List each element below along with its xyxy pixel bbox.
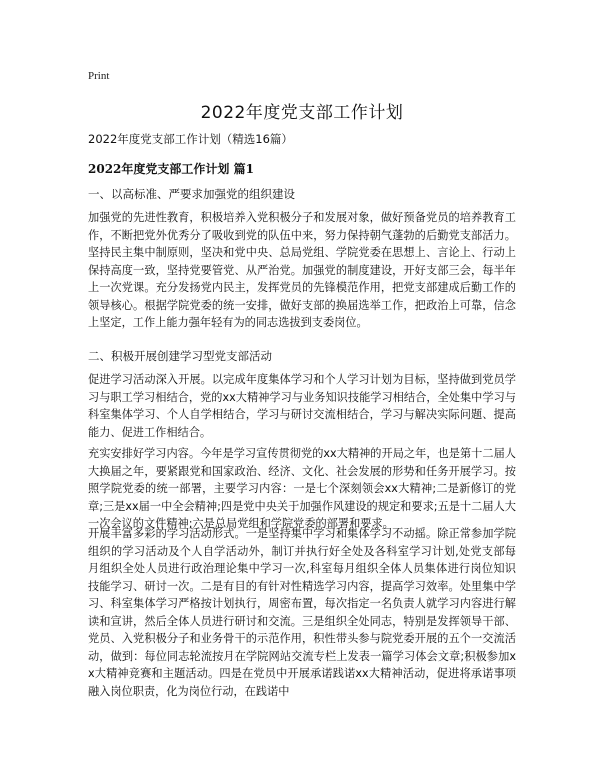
paragraph-learning-content: 充实安排好学习内容。今年是学习宣传贯彻党的xx大精神的开局之年，也是第十二届人大换届之年，要紧跟党和国家政治、经济、文化、社会发展的形势和任务开展学习。按照学院党委的统一部署，主要学习内容：一是七个深刻领会xx大精神;二是新修订的党章;三是xx届一中全会精神;四是党中央关于加强作风建设的规定和要求;五是十二届人大一次会议的文件精神;六是总局党组和学院党委的部署和要求。 [88, 447, 516, 530]
heading-learning: 二、积极开展创建学习型党支部活动 [88, 349, 272, 363]
print-link[interactable]: Print [88, 70, 110, 82]
paragraph-learning-activities: 开展丰富多彩的学习活动形式。一是坚持集中学习和集体学习不动摇。除正常参加学院组织的学习活动及个人自学活动外，制订并执行好全处及各科室学习计划,处党支部每月组织全处人员进行政治理论集中学习一次,科室每月组织全体人员集体进行岗位知识技能学习、研讨一次。二是有目的有针对性精选学习内容，提高学习效率。处里集中学习、科室集体学习严格按计划执行，周密布置，每次指定一名负责人就学习内容进行解读和宣讲，然后全体人员进行研讨和交流。三是组织全处同志，特别是发挥领导干部、党员、入党积极分子和业务骨干的示范作用，积性带头参与院党委开展的五个一交流活动，做到：每位同志轮流按月在学院网站交流专栏上发表一篇学习体会文章;积极参加xx大精神竞赛和主题活动。四是在党员中开展承诺践诺xx大精神活动，促进将承诺事项融入岗位职责，化为岗位行动，在践诺中 [88, 527, 516, 698]
paragraph-organization: 加强党的先进性教育，积极培养入党积极分子和发展对象，做好预备党员的培养教育工作，不断把党外优秀分了吸收到党的队伍中来，努力保持朝气蓬勃的后勤党支部活力。坚持民主集中制原则，坚决和党中央、总局党组、学院党委在思想上、言论上、行动上保持高度一致，坚持党要管党、从严治党。加强党的制度建设，开好支部三会，每半年上一次党课。充分发扬党内民主，发挥党员的先锋模范作用，把党支部建成后勤工作的领导核心。根据学院党委的统一安排，做好支部的换届选举工作，把政治上可靠，信念上坚定，工作上能力强年轻有为的同志选拔到支委岗位。 [88, 211, 516, 329]
section-title: 2022年度党支部工作计划 篇1 [88, 162, 254, 176]
document-title: 2022年度党支部工作计划 [200, 103, 404, 123]
document-subtitle: 2022年度党支部工作计划（精选16篇） [88, 132, 293, 146]
heading-organization: 一、以高标准、严要求加强党的组织建设 [88, 187, 295, 201]
paragraph-learning-promotion: 促进学习活动深入开展。以完成年度集体学习和个人学习计划为目标，坚持做到党员学习与职工学习相结合，党的xx大精神学习与业务知识技能学习相结合，全处集中学习与科室集体学习、个人自学相结合，学习与研讨交流相结合，学习与解决实际问题、提高能力、促进工作相结合。 [88, 373, 516, 439]
